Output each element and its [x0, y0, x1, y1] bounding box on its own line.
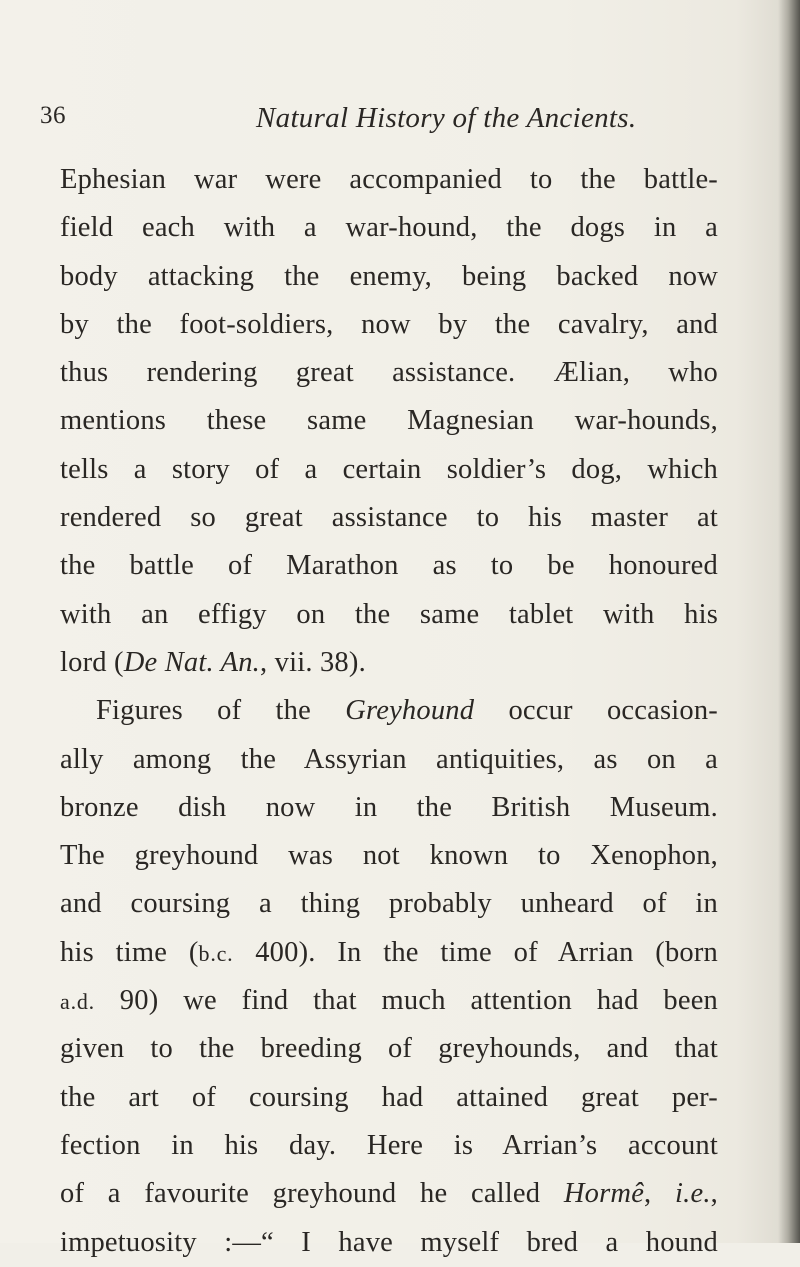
text-run: given to the breeding of greyhounds, and that [60, 1033, 718, 1065]
text-line [60, 446, 718, 494]
text-run: of a favourite greyhound he called [60, 1178, 564, 1210]
text-run: Ephesian war were accompanied to the battle- [60, 164, 718, 195]
text-line [60, 1025, 718, 1073]
text-line [60, 156, 718, 204]
text-line [60, 253, 718, 301]
text-run: , [644, 1178, 676, 1210]
italic-term: i.e. [675, 1178, 711, 1210]
text-line [60, 880, 718, 928]
text-run: thus rendering great assistance. Ælian, who [60, 357, 718, 389]
text-line [60, 349, 718, 397]
text-line [60, 687, 718, 735]
text-run: 90) we find that much attention had been [94, 985, 718, 1017]
text-run: rendered so great assistance to his master at [60, 502, 718, 534]
citation-title: De Nat. An. [123, 646, 260, 678]
text-line [60, 397, 718, 445]
text-run: , [710, 1178, 718, 1210]
text-line [60, 591, 718, 639]
text-line [60, 542, 718, 590]
text-line [60, 832, 718, 880]
italic-term: Hormê [563, 1178, 645, 1210]
text-run: 400). In the time of Arrian (born [233, 936, 718, 968]
text-run: body attacking the enemy, being backed now [60, 260, 718, 292]
text-line [60, 1074, 718, 1122]
text-run: his time ( [60, 936, 199, 968]
text-run: bronze dish now in the British Museum. [60, 791, 718, 823]
text-run: the art of coursing had attained great per- [60, 1081, 718, 1113]
text-line [60, 736, 718, 784]
text-line [60, 977, 718, 1025]
text-run: fection in his day. Here is Arrian’s account [60, 1129, 718, 1161]
body-text [60, 156, 718, 1267]
text-line [60, 1170, 718, 1218]
text-run: impetuosity :—“ I have myself bred a hound [60, 1226, 718, 1258]
text-line [60, 784, 718, 832]
text-run: by the foot-soldiers, now by the cavalry, and [60, 308, 718, 340]
text-line [60, 639, 718, 687]
text-run: mentions these same Magnesian war-hounds, [60, 405, 718, 437]
text-line [60, 929, 718, 977]
text-run: tells a story of a certain soldier’s dog, which [60, 453, 718, 485]
text-run: The greyhound was not known to Xenophon, [60, 840, 718, 872]
text-run: lord ( [60, 646, 124, 678]
page-number: 36 [40, 102, 66, 129]
text-line [60, 204, 718, 252]
text-run: Figures of the [96, 695, 346, 727]
page-edge-shadow [778, 0, 800, 1243]
text-run: ally among the Assyrian antiquities, as on a [60, 743, 718, 775]
text-line [60, 301, 718, 349]
small-caps-era: b.c. [198, 940, 234, 966]
text-run: with an effigy on the same tablet with his [60, 598, 718, 630]
small-caps-era: a.d. [60, 989, 95, 1015]
text-run: and coursing a thing probably unheard of in [60, 888, 718, 920]
text-line [60, 1122, 718, 1170]
text-run: occur occasion- [474, 695, 718, 727]
running-title: Natural History of the Ancients. [256, 102, 637, 134]
text-run: the battle of Marathon as to be honoured [60, 550, 718, 582]
page-header [0, 102, 800, 142]
text-run: field each with a war-hound, the dogs in a [60, 212, 718, 244]
text-run: , vii. 38). [260, 646, 366, 678]
italic-term: Greyhound [345, 695, 475, 727]
text-line [60, 494, 718, 542]
